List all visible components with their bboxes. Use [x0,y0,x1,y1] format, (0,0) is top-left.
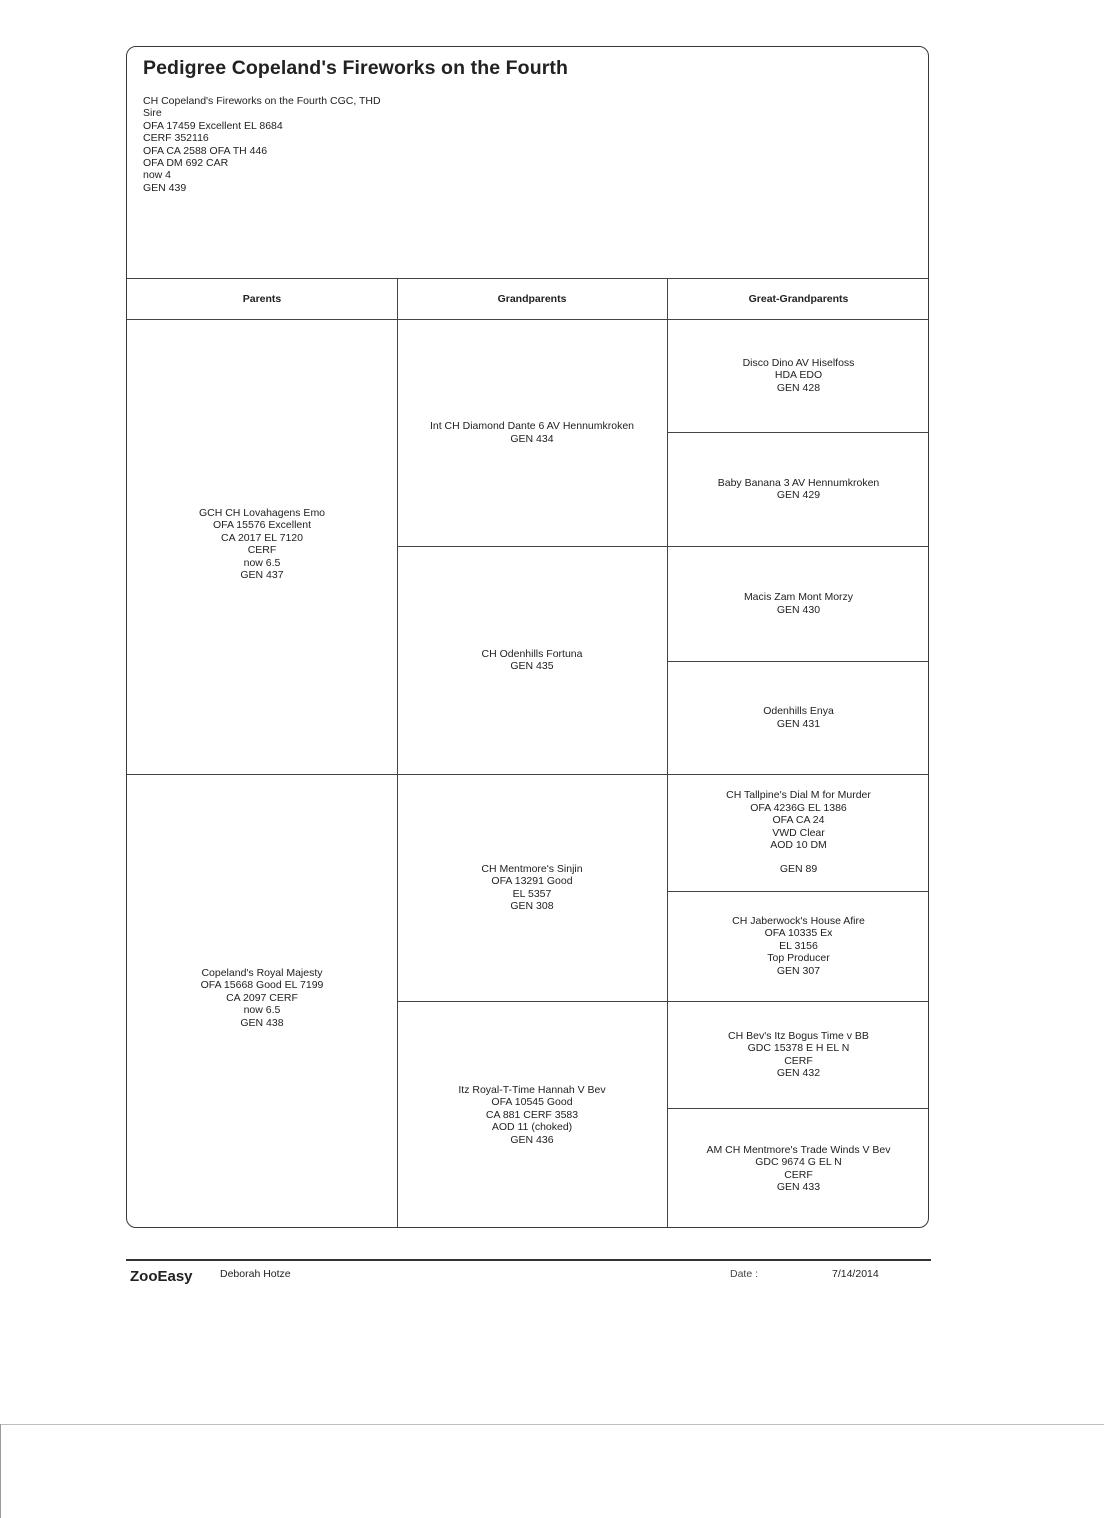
dog-detail: GEN 434 [510,432,554,445]
dog-detail: GEN 430 [776,603,821,616]
scan-edge-line [0,1424,1,1518]
dog-name: CH Jaberwock's House Afire [732,914,865,927]
grandparent-cell [397,546,667,774]
date-label: Date : [730,1268,759,1280]
dog-detail: AOD 11 (choked) [491,1121,573,1134]
dog-name: Odenhills Enya [763,705,834,718]
dog-name: Disco Dino AV Hiselfoss [742,356,855,369]
dog-name: Itz Royal-T-Time Hannah V Bev [458,1083,606,1096]
dog-detail: GEN 428 [776,381,821,394]
dog-detail: GEN 433 [776,1180,821,1193]
subject-info-line: OFA DM 692 CAR [143,157,229,170]
subject-info-line: Sire [143,107,162,120]
dog-detail: OFA 10335 Ex [764,927,833,940]
dog-detail: VWD Clear [772,826,825,839]
subject-info-line: CH Copeland's Fireworks on the Fourth CGC, THD [143,95,381,107]
great-grandparent-cell [667,546,929,661]
dog-name: Int CH Diamond Dante 6 AV Hennumkroken [429,420,635,433]
dog-name: AM CH Mentmore's Trade Winds V Bev [706,1143,891,1156]
dog-detail: now 6.5 [243,1004,281,1017]
dog-detail: HDA EDO [774,369,823,382]
subject-info-line: OFA CA 2588 OFA TH 446 [143,144,268,157]
subject-info-line: GEN 439 [143,181,187,194]
great-grandparent-cell [667,891,929,1001]
dog-detail: GEN 438 [240,1016,284,1029]
dog-name: CH Tallpine's Dial M for Murder [726,789,871,802]
great-grandparent-cell [667,1001,929,1108]
dog-detail: now 6.5 [243,556,281,569]
great-grandparent-cell [667,319,929,432]
parent-cell-dam [127,774,397,1228]
dog-name: Baby Banana 3 AV Hennumkroken [717,476,880,489]
dog-detail: OFA 15576 Excellent [212,519,312,532]
great-grandparent-cell [667,774,929,891]
subject-info-line: now 4 [143,169,172,182]
dog-detail: GEN 435 [510,660,554,672]
date-value: 7/14/2014 [832,1268,879,1280]
great-grandparent-cell [667,1108,929,1228]
dog-detail: CA 2017 EL 7120 [221,531,303,544]
dog-detail: CERF [784,1168,813,1181]
dog-name: CH Bev's Itz Bogus Time v BB [728,1029,869,1042]
great-grandparent-cell [667,661,929,774]
subject-info [143,95,381,194]
dog-detail: CERF [784,1054,813,1067]
dog-detail: OFA 4236G EL 1386 [750,801,847,814]
dog-detail: GEN 307 [776,964,821,977]
dog-detail: OFA 15668 Good EL 7199 [200,979,324,992]
breeder-name: Deborah Hotze [220,1268,291,1280]
column-header-parents: Parents [242,293,282,305]
dog-detail: CA 2097 CERF [226,991,298,1004]
dog-detail: GEN 432 [776,1066,821,1079]
dog-detail: GDC 15378 E H EL N [747,1042,850,1055]
column-header-grandparents: Grandparents [497,293,567,305]
great-grandparent-cell [667,432,929,546]
pedigree-sheet [126,46,929,1228]
scan-edge-line [0,1424,1104,1425]
dog-detail: GEN 437 [240,569,284,582]
column-header-great-grandparents: Great-Grandparents [748,293,849,305]
subject-info-line: CERF 352116 [143,132,209,145]
dog-detail: GEN 431 [776,717,821,730]
dog-detail: GEN 436 [510,1133,554,1146]
grandparent-cell [397,319,667,546]
dog-detail: Top Producer [767,952,830,965]
dog-detail: AOD 10 DM [770,838,827,851]
subject-info-line: OFA 17459 Excellent EL 8684 [143,119,283,132]
dog-detail: OFA 13291 Good [491,875,573,888]
dog-detail: CERF [247,544,277,557]
dog-name: Macis Zam Mont Morzy [743,591,854,604]
grandparent-cell [397,774,667,1001]
dog-name: GCH CH Lovahagens Emo [198,507,326,519]
dog-detail: GEN 429 [776,489,821,501]
dog-detail: EL 3156 [779,939,818,952]
footer-divider [126,1259,931,1261]
dog-detail: GEN 89 [779,863,818,876]
dog-detail: GDC 9674 G EL N [755,1156,842,1169]
dog-detail: CA 881 CERF 3583 [485,1108,579,1121]
dog-name: CH Mentmore's Sinjin [481,862,583,875]
grandparent-cell [397,1001,667,1228]
dog-detail: OFA CA 24 [772,814,825,827]
dog-detail: GEN 308 [510,899,554,912]
dog-detail: OFA 10545 Good [491,1096,573,1109]
dog-detail: EL 5357 [512,887,552,900]
brand-logo: ZooEasy [130,1268,193,1285]
parent-cell-sire [127,319,397,774]
page-title: Pedigree Copeland's Fireworks on the Fourth [143,57,568,79]
dog-name: CH Odenhills Fortuna [481,647,583,660]
dog-name: Copeland's Royal Majesty [201,967,323,979]
